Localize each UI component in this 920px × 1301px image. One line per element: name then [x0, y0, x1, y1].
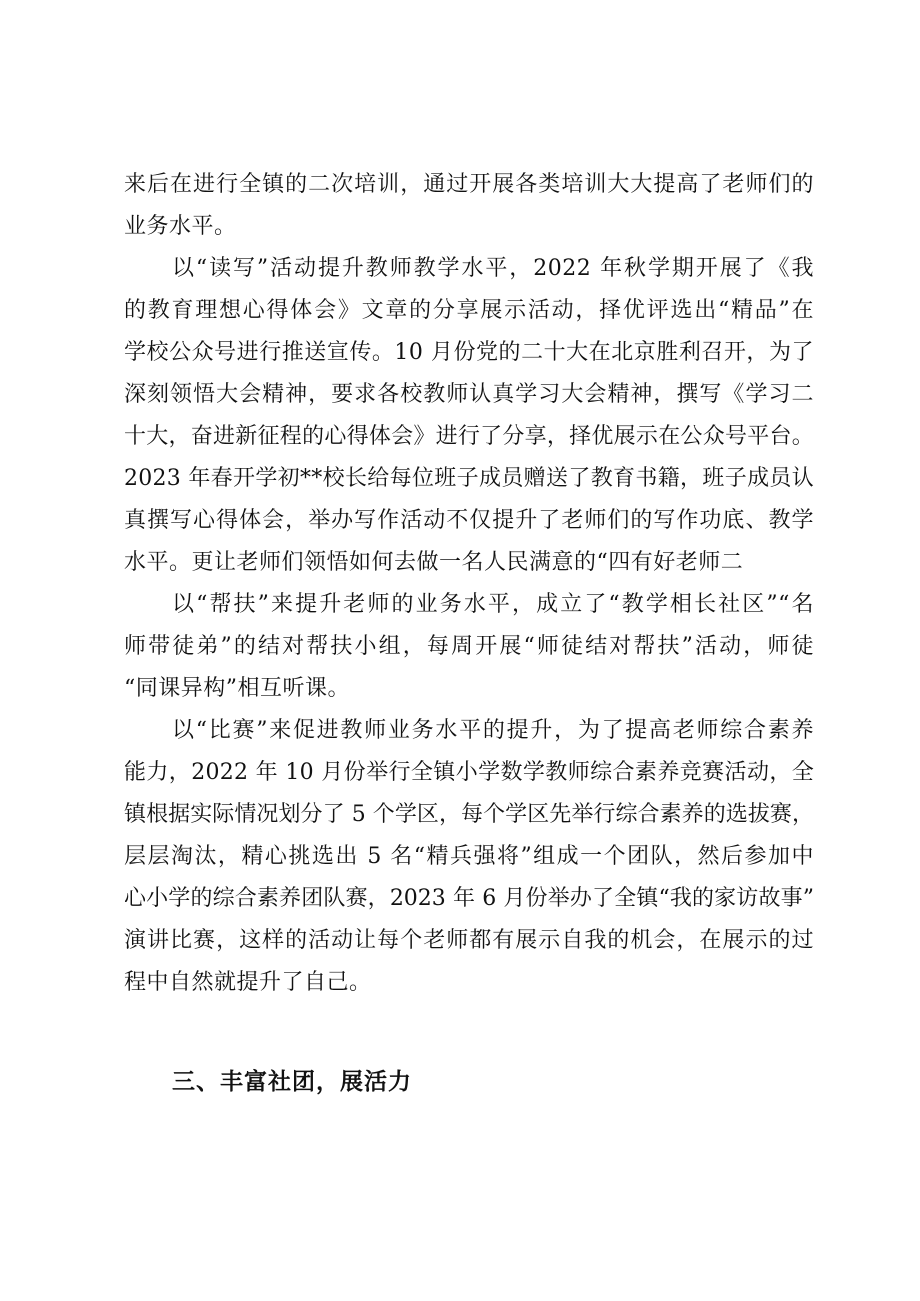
text-line: 镇根据实际情况划分了 5 个学区，每个学区先举行综合素养的选拔赛，: [124, 802, 814, 827]
text-line: 来后在进行全镇的二次培训，通过开展各类培训大大提高了老师们的: [124, 172, 814, 197]
section-heading: 三、丰富社团，展活力: [172, 1069, 412, 1095]
paragraph-2: [124, 248, 814, 584]
text-line: 水平。更让老师们领悟如何去做一名人民满意的“四有好老师二: [124, 550, 744, 575]
text-line: 心小学的综合素养团队赛，2023 年 6 月份举办了全镇“我的家访故事”: [124, 886, 814, 911]
text-line: 的教育理想心得体会》文章的分享展示活动，择优评选出“精品”在: [124, 298, 814, 323]
text-line: 以“比赛”来促进教师业务水平的提升，为了提高老师综合素养: [172, 718, 814, 743]
text-line: 深刻领悟大会精神，要求各校教师认真学习大会精神，撰写《学习二: [124, 382, 814, 407]
text-line: 以“读写”活动提升教师教学水平，2022 年秋学期开展了《我: [172, 256, 814, 281]
text-line: 层层淘汰，精心挑选出 5 名“精兵强将”组成一个团队，然后参加中: [124, 844, 814, 869]
text-line: “同课异构”相互听课。: [124, 676, 350, 701]
paragraph-1: [124, 164, 814, 248]
text-line: 业务水平。: [124, 214, 237, 239]
text-line: 十大，奋进新征程的心得体会》进行了分享，择优展示在公众号平台。: [124, 424, 814, 449]
text-line: 能力，2022 年 10 月份举行全镇小学数学教师综合素养竞赛活动，全: [124, 760, 814, 785]
text-line: 以“帮扶”来提升老师的业务水平，成立了“教学相长社区”“名: [172, 592, 814, 617]
text-line: 师带徒弟”的结对帮扶小组，每周开展“师徒结对帮扶”活动，师徒: [124, 634, 814, 659]
text-line: 真撰写心得体会，举办写作活动不仅提升了老师们的写作功底、教学: [124, 508, 814, 533]
paragraph-3: [124, 584, 814, 710]
text-line: 演讲比赛，这样的活动让每个老师都有展示自我的机会，在展示的过: [124, 928, 814, 953]
text-line: 2023 年春开学初**校长给每位班子成员赠送了教育书籍，班子成员认: [124, 466, 814, 491]
text-line: 学校公众号进行推送宣传。10 月份党的二十大在北京胜利召开，为了: [124, 340, 814, 365]
paragraph-4: [124, 710, 814, 1004]
text-line: 程中自然就提升了自己。: [124, 970, 372, 995]
